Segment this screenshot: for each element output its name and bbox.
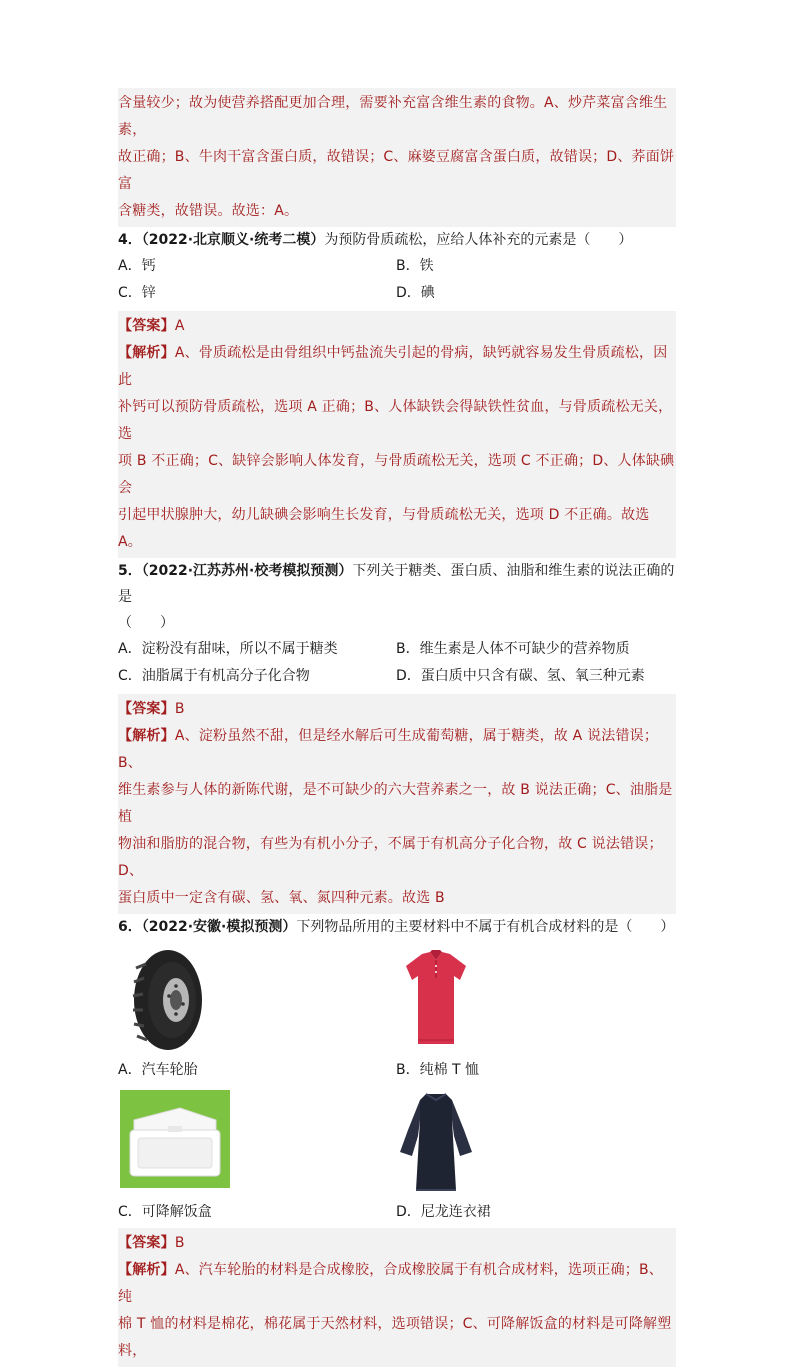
answer-line (118, 313, 676, 340)
question-number: 4． (118, 232, 142, 248)
q5-answer-block (118, 694, 676, 914)
answer-tag: 【答案】 (118, 318, 175, 334)
question-text: 下列物品所用的主要材料中不属于有机合成材料的是（ ） (296, 919, 675, 935)
q6-answer-block (118, 1228, 676, 1367)
question-number: 6． (118, 919, 142, 935)
lunchbox-image (118, 1090, 396, 1198)
option-c: C．锌 (118, 285, 156, 301)
question-text: 为预防骨质疏松，应给人体补充的元素是（ ） (324, 232, 633, 248)
option-c-caption: C．可降解饭盒 (118, 1204, 212, 1220)
answer-line (118, 1230, 676, 1257)
q6-images-row-2 (118, 1090, 676, 1224)
analysis-line: 物油和脂肪的混合物，有些为有机小分子，不属于有机高分子化合物，故 C 说法错误；D、 (118, 836, 663, 879)
explanation-line: 故正确；B、牛肉干富含蛋白质，故错误；C、麻婆豆腐富含蛋白质，故错误；D、荞面饼富 (118, 149, 675, 192)
analysis-line: 【解析】A、骨质疏松是由骨组织中钙盐流失引起的骨病，缺钙就容易发生骨质疏松，因此 (118, 345, 668, 388)
option-d: D．蛋白质中只含有碳、氢、氧三种元素 (396, 668, 645, 684)
option-b: B．维生素是人体不可缺少的营养物质 (396, 641, 630, 657)
option-b-caption: B．纯棉 T 恤 (396, 1062, 480, 1078)
option-a: A．钙 (118, 258, 156, 274)
explanation-line: 含糖类，故错误。故选：A。 (118, 203, 299, 219)
analysis-line: 【解析】A、汽车轮胎的材料是合成橡胶，合成橡胶属于有机合成材料，选项正确；B、纯 (118, 1262, 663, 1305)
question-5 (118, 558, 676, 610)
question-6 (118, 914, 676, 940)
option-d-cell (396, 1090, 676, 1224)
answer-line (118, 696, 676, 723)
answer-tag: 【答案】 (118, 1235, 175, 1251)
option-c: C．油脂属于有机高分子化合物 (118, 668, 310, 684)
q6-images-row-1 (118, 948, 676, 1082)
q5-options (118, 636, 676, 690)
q4-options (118, 253, 676, 307)
tire-image (118, 948, 396, 1056)
document-page (118, 88, 676, 1367)
tshirt-image (396, 948, 676, 1056)
analysis-line: 【解析】A、淀粉虽然不甜，但是经水解后可生成葡萄糖，属于糖类，故 A 说法错误；B、 (118, 728, 659, 771)
answer-tag: 【答案】 (118, 701, 175, 717)
option-d: D．碘 (396, 285, 435, 301)
dress-image (396, 1090, 676, 1198)
explanation-line: 含量较少；故为使营养搭配更加合理，需要补充富含维生素的食物。A、炒芹菜富含维生素， (118, 95, 668, 138)
analysis-line: 棉 T 恤的材料是棉花，棉花属于天然材料，选项错误；C、可降解饭盒的材料是可降解塑料， (118, 1316, 672, 1359)
analysis-tag: 【解析】 (118, 345, 175, 361)
question-4 (118, 227, 676, 253)
question-source: （2022·江苏苏州·校考模拟预测） (141, 563, 353, 579)
option-a: A．淀粉没有甜味，所以不属于糖类 (118, 641, 338, 657)
answer-value: B (174, 701, 185, 717)
analysis-tag: 【解析】 (118, 1262, 175, 1278)
option-a-caption: A．汽车轮胎 (118, 1062, 198, 1078)
analysis-line: 引起甲状腺肿大，幼儿缺碘会影响生长发育，与骨质疏松无关，选项 D 不正确。故选 A。 (118, 507, 650, 550)
question-text: 下列关于糖类、蛋白质、油脂和维生素的说法正确的是 (118, 563, 675, 605)
option-b: B．铁 (396, 258, 434, 274)
analysis-line: 蛋白质中一定含有碳、氢、氧、氮四种元素。故选 B (118, 890, 445, 906)
answer-value: A (174, 318, 185, 334)
option-c-cell (118, 1090, 396, 1224)
option-d-caption: D．尼龙连衣裙 (396, 1204, 491, 1220)
analysis-tag: 【解析】 (118, 728, 175, 744)
question-number: 5． (118, 563, 142, 579)
q4-answer-block (118, 311, 676, 558)
analysis-line: 补钙可以预防骨质疏松，选项 A 正确；B、人体缺铁会得缺铁性贫血，与骨质疏松无关，选 (118, 399, 673, 442)
question-5-bracket: （ ） (118, 615, 174, 631)
analysis-line: 项 B 不正确；C、缺锌会影响人体发育，与骨质疏松无关，选项 C 不正确；D、人体缺碘会 (118, 453, 675, 496)
prev-explanation-block (118, 88, 676, 227)
option-a-cell (118, 948, 396, 1082)
answer-value: B (174, 1235, 185, 1251)
question-source: （2022·北京顺义·统考二模） (141, 232, 325, 248)
option-b-cell (396, 948, 676, 1082)
question-source: （2022·安徽·模拟预测） (141, 919, 297, 935)
analysis-line: 维生素参与人体的新陈代谢，是不可缺少的六大营养素之一，故 B 说法正确；C、油脂是植 (118, 782, 673, 825)
